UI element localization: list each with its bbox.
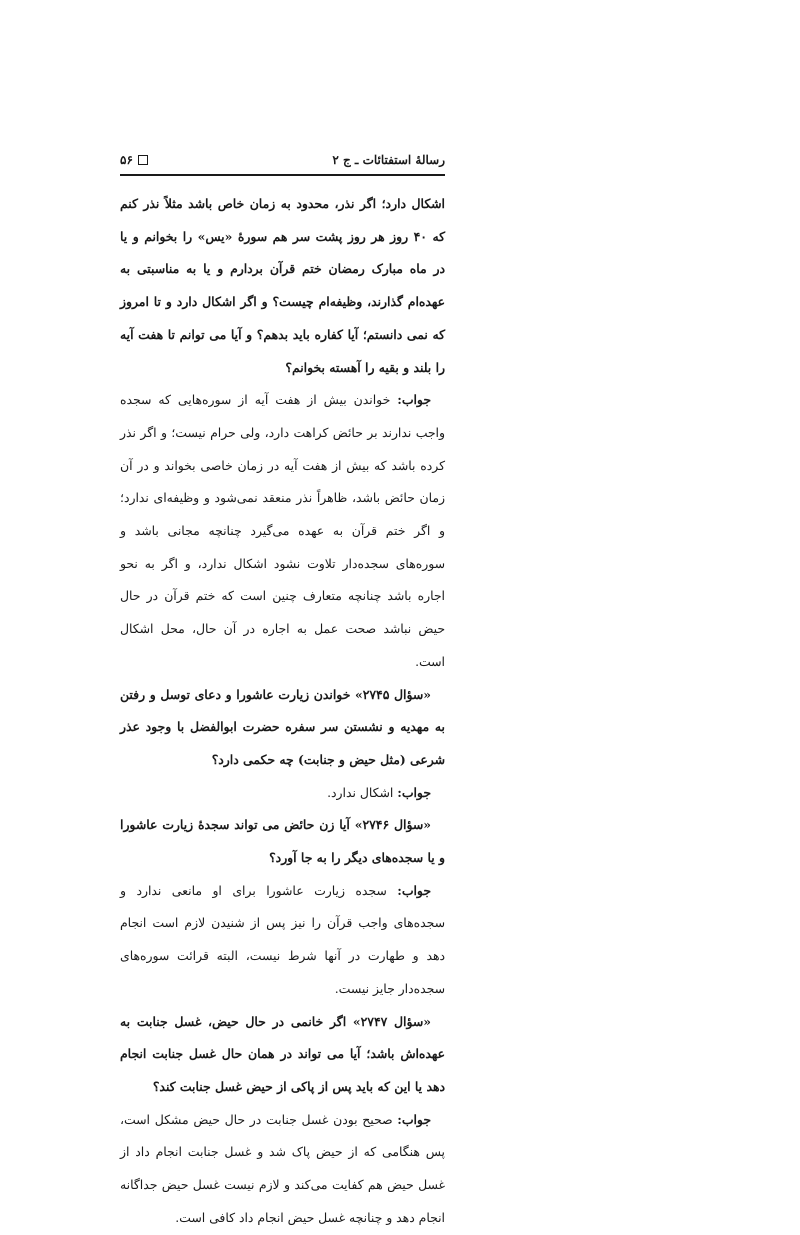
question-continued: اشکال دارد؛ اگر نذر، محدود به زمان خاص باشد مثلاً نذر کنم که ۴۰ روز هر روز پشت سر هم سورهٔ «یس» را بخوانم و یا در ماه مبارک رمضان ختم قرآن بردارم و یا به مناسبتی به عهده‌ام گذارند، وظیفه‌ام چیست؟ و اگر اشکال دارد و تا امروز که نمی دانستم؛ آیا کفاره باید بدهم؟ و آیا می توانم تا هفت آیه را بلند و بقیه را آهسته بخوانم؟ <box>120 196 445 375</box>
question-2747: «سؤال ۲۷۴۷» اگر خانمی در حال حیض، غسل جنابت به عهده‌اش باشد؛ آیا می تواند در همان حال غسل جنابت انجام دهد یا این که باید پس از پاکی از حیض غسل جنابت کند؟ <box>120 1013 445 1094</box>
answer-text: سجده زیارت عاشورا برای او مانعی ندارد و سجده‌های واجب قرآن را نیز پس از شنیدن لازم است انجام دهد و طهارت در آنها شرط نیست، البته قرائت سوره‌های سجده‌دار جایز نیست. <box>120 882 445 996</box>
answer-label: جواب: <box>397 1111 431 1127</box>
question-2746: «سؤال ۲۷۴۶» آیا زن حائض می تواند سجدهٔ زیارت عاشورا و یا سجده‌های دیگر را به جا آورد؟ <box>120 817 445 866</box>
page-number-group <box>120 153 148 167</box>
book-title: رسالهٔ استفتائات ـ ج ۲ <box>332 153 445 167</box>
answer-paragraph <box>120 875 445 1006</box>
page-number: ۵۶ <box>120 153 133 167</box>
answer-text: خواندن بیش از هفت آیه از سوره‌هایی که سجده واجب ندارند بر حائض کراهت دارد، ولی حرام نیست؛ و اگر نذر کرده باشد که بیش از هفت آیه در زمان خاصی بخواند و در آن زمان حائض باشد، ظاهراً نذر منعقد نمی‌شود و وظیفه‌ای ندارد؛ و اگر ختم قرآن به عهده می‌گیرد چنانچه مجانی باشد و سوره‌های سجده‌دار تلاوت نشود اشکال ندارد، و اگر به نحو اجاره باشد چنانچه متعارف چنین است که ختم قرآن در حال حیض نباشد صحت عمل به اجاره در آن حال، محل اشکال است. <box>120 392 445 669</box>
answer-paragraph <box>120 777 445 810</box>
square-icon <box>138 155 148 165</box>
answer-text: اشکال ندارد. <box>327 784 398 800</box>
answer-text: صحیح بودن غسل جنابت در حال حیض مشکل است، پس هنگامی که از حیض پاک شد و غسل جنابت انجام داد از غسل حیض هم کفایت می‌کند و لازم نیست غسل حیض جداگانه انجام دهد و چنانچه غسل حیض انجام داد کافی است. <box>120 1111 445 1225</box>
answer-label: جواب: <box>397 784 431 800</box>
answer-label: جواب: <box>397 882 431 898</box>
header-rule <box>120 174 445 176</box>
answer-paragraph <box>120 384 445 678</box>
page-header <box>120 148 445 172</box>
answer-label: جواب: <box>397 392 431 408</box>
book-page <box>120 148 445 1225</box>
question-2745: «سؤال ۲۷۴۵» خواندن زیارت عاشورا و دعای توسل و رفتن به مهدیه و نشستن سر سفره حضرت ابوالفضل با وجود عذر شرعی (مثل حیض و جنابت) چه حکمی دارد؟ <box>120 686 445 767</box>
answer-paragraph <box>120 1104 445 1235</box>
